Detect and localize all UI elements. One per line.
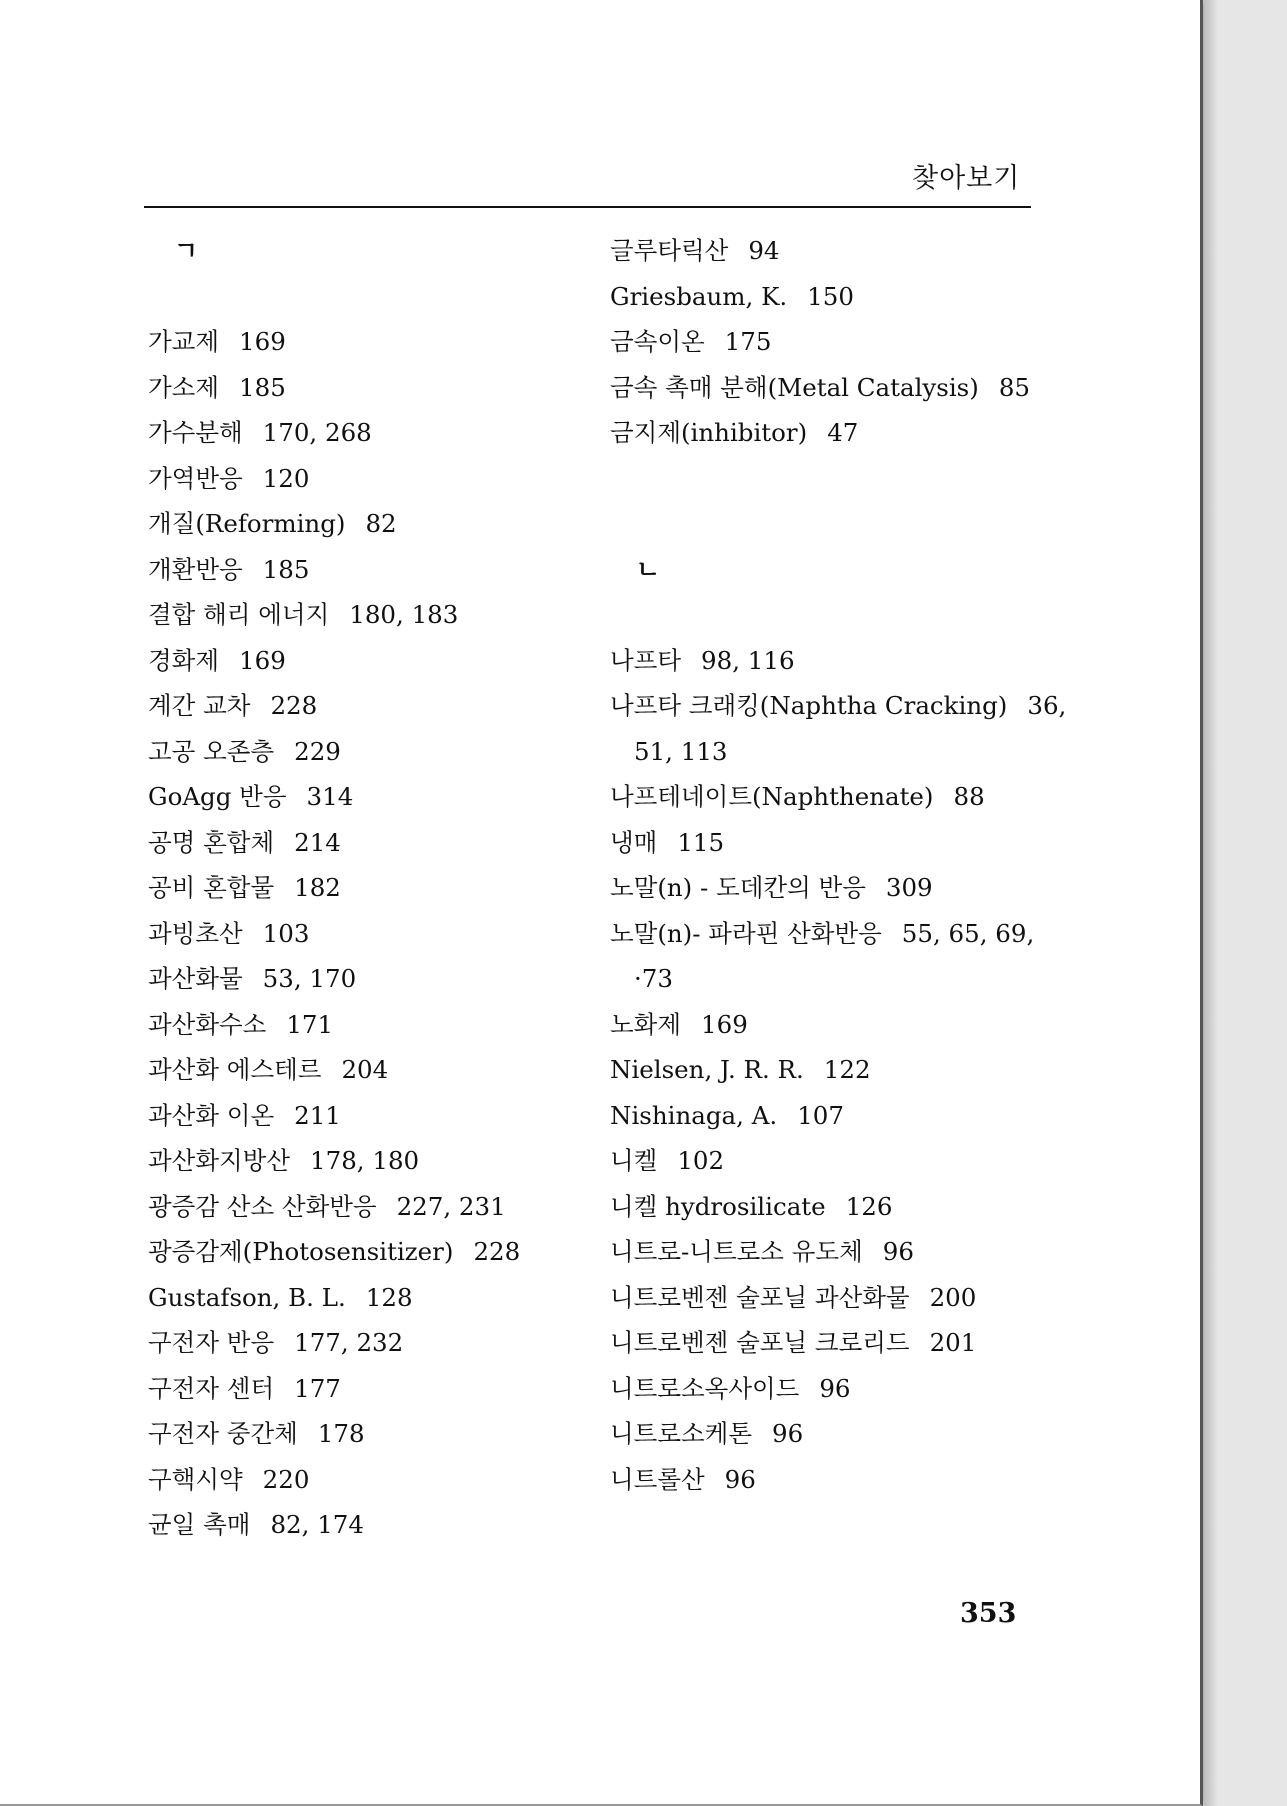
index-entry — [610, 1275, 1040, 1321]
index-term: 균일 촉매 — [148, 1510, 251, 1539]
index-entry — [610, 319, 1040, 365]
index-term: Nielsen, J. R. R. — [610, 1055, 804, 1084]
index-pages: 228 — [473, 1237, 521, 1266]
page-number: 353 — [960, 1598, 1017, 1629]
index-entry — [148, 1002, 578, 1048]
index-entry — [148, 1093, 578, 1139]
index-pages: 169 — [239, 645, 286, 675]
index-entry — [610, 1457, 1040, 1503]
index-pages: 150 — [807, 281, 854, 311]
index-term: Nishinaga, A. — [610, 1100, 778, 1130]
index-term: 구전자 센터 — [148, 1373, 275, 1403]
index-term: 과산화지방산 — [148, 1146, 291, 1175]
index-pages: 314 — [306, 782, 354, 811]
index-entry — [610, 228, 1040, 274]
index-entry — [148, 1275, 578, 1321]
index-term: 구핵시약 — [148, 1464, 243, 1494]
index-pages: 96 — [724, 1464, 756, 1494]
index-entry — [148, 501, 578, 547]
index-entry — [148, 820, 578, 866]
index-pages: 169 — [239, 327, 286, 356]
index-entry — [610, 865, 1040, 911]
spacer — [610, 592, 1040, 638]
spacer — [610, 456, 1040, 502]
index-pages: 178, 180 — [310, 1146, 420, 1175]
running-head: 찾아보기 — [912, 163, 1021, 194]
spacer — [148, 274, 578, 320]
index-term: 과산화수소 — [148, 1009, 267, 1039]
index-pages: 96 — [819, 1373, 851, 1403]
index-term: 개환반응 — [148, 554, 243, 584]
index-entry — [610, 410, 1040, 456]
index-entry-continuation: 51, 113 — [634, 736, 728, 766]
index-entry — [148, 1457, 578, 1503]
index-pages: 175 — [724, 327, 772, 356]
index-term: Gustafson, B. L. — [148, 1282, 346, 1312]
index-entry — [610, 683, 1067, 729]
index-entry — [610, 1229, 1040, 1275]
index-pages: 82, 174 — [270, 1510, 364, 1539]
index-term: 과산화 에스테르 — [148, 1055, 322, 1084]
index-entry — [610, 638, 1040, 684]
index-entry — [148, 1411, 578, 1457]
index-term: 금속 촉매 분해(Metal Catalysis) — [610, 372, 979, 402]
index-pages: 220 — [262, 1464, 310, 1494]
index-entry — [148, 365, 578, 411]
index-term: 니켈 hydrosilicate — [610, 1191, 826, 1221]
index-term: 가교제 — [148, 327, 220, 356]
index-pages: 47 — [827, 418, 859, 447]
index-term: 공명 혼합체 — [148, 827, 275, 857]
index-term: 노말(n)- 파라핀 산화반응 — [610, 918, 882, 948]
index-entry — [610, 774, 1040, 820]
section-heading: ㄴ — [636, 554, 661, 584]
index-entry — [148, 729, 578, 775]
index-pages: 309 — [885, 873, 933, 902]
index-entry — [148, 1502, 578, 1548]
index-entry — [610, 365, 1040, 411]
index-entry — [148, 456, 578, 502]
index-pages: 82 — [365, 509, 397, 538]
index-pages: 228 — [270, 691, 318, 720]
index-pages: 171 — [286, 1009, 334, 1039]
index-term: 과빙초산 — [148, 918, 243, 948]
index-term: 고공 오존층 — [148, 736, 275, 766]
index-entry — [148, 683, 578, 729]
index-pages: 229 — [294, 736, 341, 766]
index-term: 구전자 반응 — [148, 1328, 275, 1357]
index-term: 니트로소옥사이드 — [610, 1373, 800, 1403]
index-column-right — [610, 228, 1067, 1502]
index-term: 가수분해 — [148, 418, 243, 447]
index-pages: 214 — [294, 827, 341, 857]
index-entry — [148, 956, 578, 1002]
index-term: 가역반응 — [148, 463, 243, 493]
index-pages: 102 — [677, 1146, 725, 1175]
index-pages: 88 — [953, 782, 985, 811]
index-pages: 177 — [294, 1373, 341, 1403]
index-entry — [148, 1184, 578, 1230]
index-pages: 107 — [797, 1100, 844, 1130]
index-entry — [610, 911, 1040, 957]
index-term: 나프테네이트(Naphthenate) — [610, 782, 934, 811]
index-term: 결합 해리 에너지 — [148, 600, 330, 629]
index-entry — [148, 638, 578, 684]
index-pages: 211 — [294, 1100, 341, 1130]
index-term: 과산화물 — [148, 964, 243, 993]
index-pages: 120 — [262, 463, 310, 493]
index-term: 니트롤산 — [610, 1464, 705, 1494]
index-term: 노말(n) - 도데칸의 반응 — [610, 873, 866, 902]
index-pages: 170, 268 — [262, 418, 372, 447]
index-entry — [148, 1047, 578, 1093]
index-pages: 103 — [262, 918, 310, 948]
index-pages: 98, 116 — [701, 645, 795, 675]
index-term: 니트로벤젠 술포닐 크로리드 — [610, 1328, 910, 1357]
index-entry — [148, 547, 578, 593]
index-pages: 96 — [882, 1237, 914, 1266]
index-pages: 227, 231 — [396, 1191, 506, 1221]
index-term: 금지제(inhibitor) — [610, 418, 808, 447]
index-term: 글루타릭산 — [610, 236, 729, 265]
index-pages: 55, 65, 69, — [901, 918, 1035, 948]
index-pages: 182 — [294, 873, 341, 902]
index-entry — [610, 1320, 1040, 1366]
index-term: 계간 교차 — [148, 691, 251, 720]
index-pages: 85 — [998, 372, 1031, 402]
index-pages: 96 — [772, 1419, 804, 1448]
spacer — [610, 501, 1040, 547]
index-pages: 169 — [701, 1009, 748, 1039]
index-entry — [148, 1229, 578, 1275]
index-term: 니켈 — [610, 1146, 658, 1175]
index-term: 니트로소케톤 — [610, 1419, 753, 1448]
page-edge-shadow — [1204, 0, 1218, 1806]
index-term: 냉매 — [610, 827, 658, 857]
index-entry — [148, 911, 578, 957]
index-entry — [610, 820, 1040, 866]
index-entry — [610, 1138, 1040, 1184]
index-entry — [148, 319, 578, 365]
index-term: 나프타 — [610, 645, 682, 675]
index-entry — [148, 1320, 578, 1366]
index-entry — [610, 1411, 1040, 1457]
index-term: 노화제 — [610, 1009, 682, 1039]
index-term: Griesbaum, K. — [610, 281, 788, 311]
index-pages: 200 — [929, 1282, 977, 1312]
index-pages: 36, — [1027, 691, 1067, 720]
index-term: 광증감 산소 산화반응 — [148, 1191, 377, 1221]
index-term: 구전자 중간체 — [148, 1419, 298, 1448]
index-pages: 180, 183 — [349, 600, 459, 629]
index-pages: 115 — [677, 827, 725, 857]
index-entry — [148, 592, 578, 638]
index-term: GoAgg 반응 — [148, 782, 287, 811]
index-pages: 201 — [929, 1328, 977, 1357]
index-term: 니트로-니트로소 유도체 — [610, 1237, 863, 1266]
index-pages: 185 — [239, 372, 286, 402]
index-pages: 178 — [317, 1419, 365, 1448]
index-pages: 204 — [341, 1055, 389, 1084]
index-entry — [148, 1366, 578, 1412]
section-heading: ㄱ — [174, 236, 199, 265]
index-term: 공비 혼합물 — [148, 873, 275, 902]
index-term: 과산화 이온 — [148, 1100, 275, 1130]
index-entry — [148, 410, 578, 456]
index-pages: 126 — [845, 1191, 893, 1221]
index-term: 금속이온 — [610, 327, 705, 356]
index-pages: 177, 232 — [294, 1328, 404, 1357]
index-pages: 122 — [823, 1055, 871, 1084]
index-pages: 94 — [748, 236, 780, 265]
index-pages: 53, 170 — [262, 964, 357, 993]
index-term: 경화제 — [148, 645, 220, 675]
index-term: 가소제 — [148, 372, 220, 402]
index-entry-continuation: ·73 — [634, 964, 673, 993]
index-entry — [610, 1184, 1040, 1230]
index-term: 광증감제(Photosensitizer) — [148, 1237, 454, 1266]
index-term: 나프타 크래킹(Naphtha Cracking) — [610, 691, 1008, 720]
index-term: 개질(Reforming) — [148, 509, 346, 538]
index-pages: 185 — [262, 554, 310, 584]
index-entry — [610, 1047, 1040, 1093]
index-entry — [610, 1002, 1040, 1048]
index-pages: 128 — [365, 1282, 413, 1312]
index-entry — [610, 1366, 1040, 1412]
header-rule — [144, 206, 1031, 208]
index-column-left — [148, 228, 578, 1548]
index-entry — [610, 274, 1040, 320]
index-entry — [148, 1138, 578, 1184]
index-entry — [610, 1093, 1040, 1139]
index-entry — [148, 865, 578, 911]
index-entry — [148, 774, 578, 820]
index-term: 니트로벤젠 술포닐 과산화물 — [610, 1282, 910, 1312]
